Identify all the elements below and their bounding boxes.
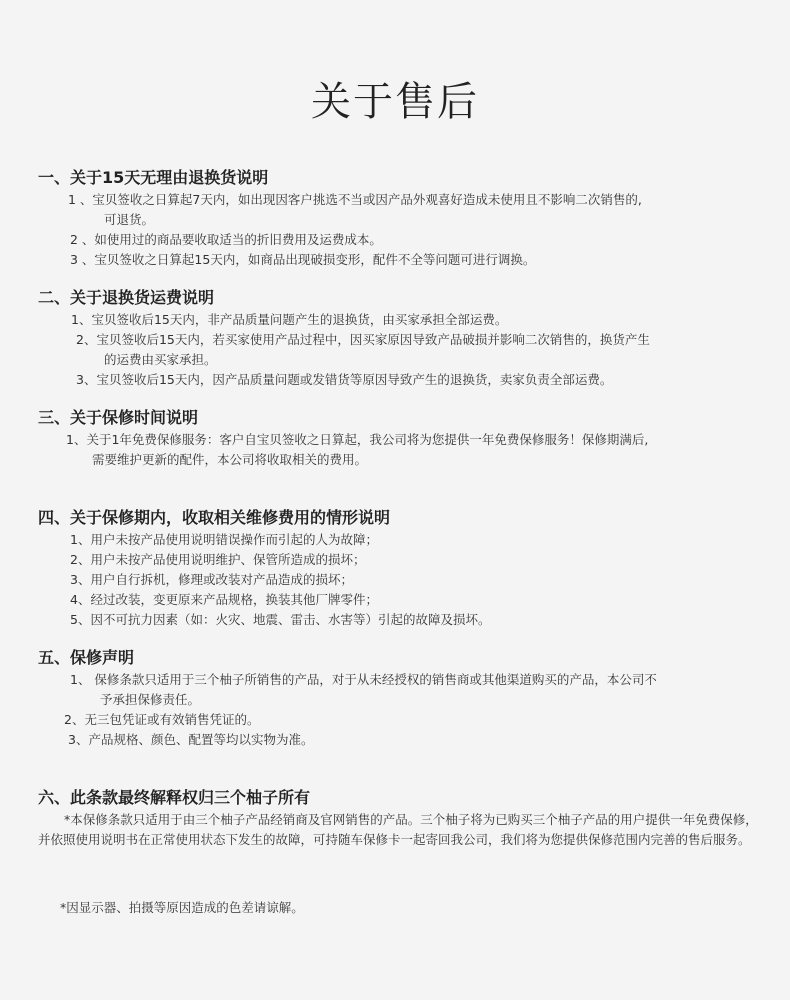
- page-title: 关于售后: [311, 79, 479, 125]
- list-item: 1 、宝贝签收之日算起7天内，如出现因客户挑选不当或因产品外观喜好造成未使用且不影响二次销售的, 可退货。: [68, 192, 642, 227]
- section-heading: 四、关于保修期内，收取相关维修费用的情形说明: [38, 508, 391, 527]
- footnote: *因显示器、拍摄等原因造成的色差请谅解。: [60, 900, 304, 915]
- paragraph: *本保修条款只适用于由三个柚子产品经销商及官网销售的产品。三个柚子将为已购买三个柚子产品的用户提供一年免费保修，并依照使用说明书在正常使用状态下发生的故障，可持随车保修卡一起寄回我公司，我们将为您提供保修范围内完善的售后服务。: [38, 812, 758, 847]
- section-heading: 六、此条款最终解释权归三个柚子所有: [38, 788, 311, 807]
- section-warranty-period: [38, 408, 758, 470]
- list-item: 3、用户自行拆机，修理或改装对产品造成的损坏；: [70, 572, 353, 587]
- list-item: 1、关于1年免费保修服务：客户自宝贝签收之日算起，我公司将为您提供一年免费保修服务！保修期满后, 需要维护更新的配件，本公司将收取相关的费用。: [66, 432, 649, 467]
- list-item: 1、 保修条款只适用于三个柚子所销售的产品，对于从未经授权的销售商或其他渠道购买的产品，本公司不 予承担保修责任。: [70, 672, 657, 707]
- section-heading: 一、关于15天无理由退换货说明: [38, 168, 269, 187]
- section-final-interpretation: [38, 788, 758, 850]
- list-item: 3、产品规格、颜色、配置等均以实物为准。: [68, 732, 314, 747]
- list-item: 2、无三包凭证或有效销售凭证的。: [64, 712, 260, 727]
- section-repair-fees: [38, 508, 758, 630]
- list-item: 4、经过改装，变更原来产品规格，换装其他厂牌零件；: [70, 592, 378, 607]
- list-item: 1、用户未按产品使用说明错误操作而引起的人为故障；: [70, 532, 378, 547]
- list-item: 3 、宝贝签收之日算起15天内，如商品出现破损变形，配件不全等问题可进行调换。: [70, 252, 536, 267]
- section-heading: 五、保修声明: [38, 648, 135, 667]
- section-shipping-fee: [38, 288, 758, 390]
- list-item: 2 、如使用过的商品要收取适当的折旧费用及运费成本。: [70, 232, 382, 247]
- list-item: 1、宝贝签收后15天内，非产品质量问题产生的退换货，由买家承担全部运费。: [71, 312, 508, 327]
- section-heading: 二、关于退换货运费说明: [38, 288, 215, 307]
- section-heading: 三、关于保修时间说明: [38, 408, 199, 427]
- section-return-policy: [38, 168, 758, 270]
- list-item: 3、宝贝签收后15天内，因产品质量问题或发错货等原因导致产生的退换货，卖家负责全部运费。: [76, 372, 613, 387]
- list-item: 2、用户未按产品使用说明维护、保管所造成的损坏；: [70, 552, 366, 567]
- list-item: 2、宝贝签收后15天内，若买家使用产品过程中，因买家原因导致产品破损并影响二次销售的，换货产生 的运费由买家承担。: [76, 332, 650, 367]
- list-item: 5、因不可抗力因素（如：火灾、地震、雷击、水害等）引起的故障及损坏。: [70, 612, 491, 627]
- section-warranty-statement: [38, 648, 758, 750]
